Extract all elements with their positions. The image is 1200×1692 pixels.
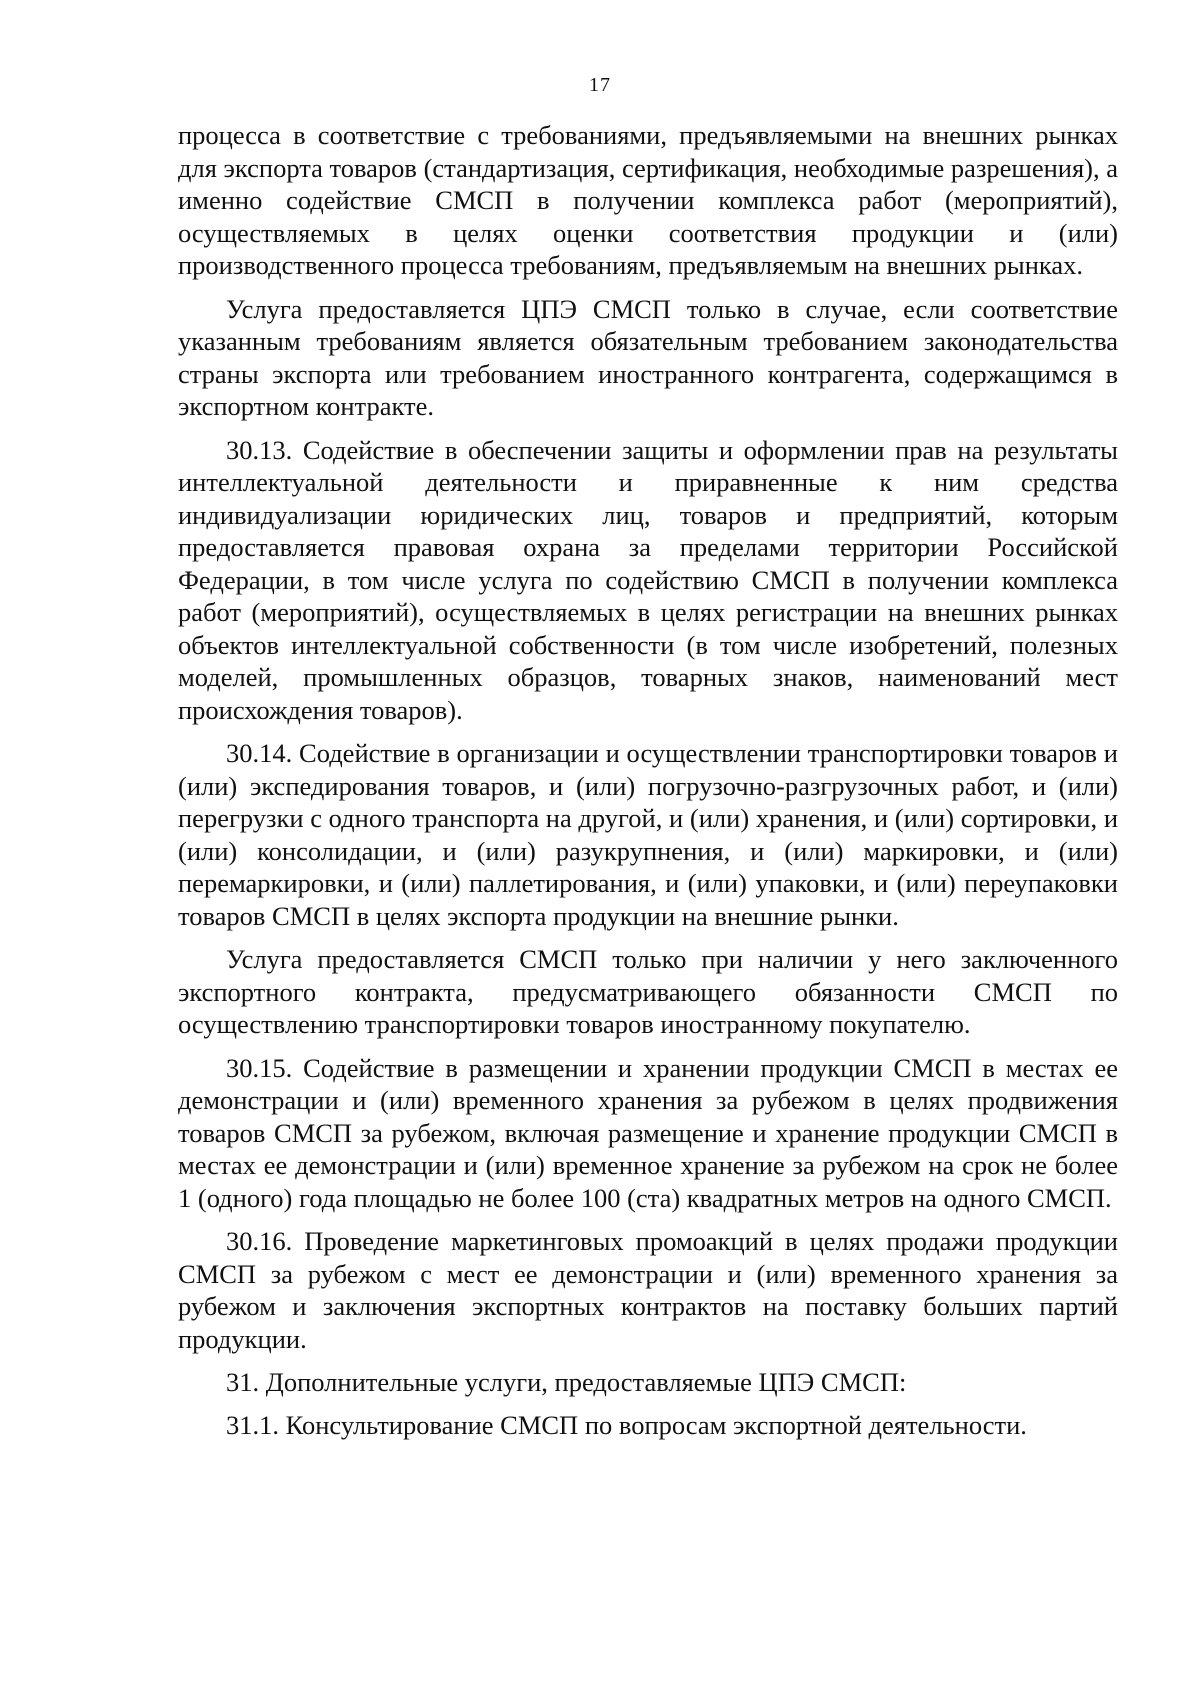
paragraph-30-14: 30.14. Содействие в организации и осуществлении транспортировки товаров и (или) экспедирования товаров, и (или) погрузочно-разгрузочных работ, и (или) перегрузки с одного транспорта на другой, и (или) хранения, и (или) сортировки, и (или) консолидации, и (или) разукрупнения, и (или) маркировки, и (или) перемаркировки, и (или) паллетирования, и (или) упаковки, и (или) переупаковки товаров СМСП в целях экспорта продукции на внешние рынки. [178,738,1118,931]
paragraph-service-condition: Услуга предоставляется ЦПЭ СМСП только в случае, если соответствие указанным требованиям является обязательным требованием законодательства страны экспорта или требованием иностранного контрагента, содержащимся в экспортном контракте. [178,293,1118,421]
paragraph-31: 31. Дополнительные услуги, предоставляемые ЦПЭ СМСП: [226,1367,907,1397]
paragraph-30-15: 30.15. Содействие в размещении и хранении продукции СМСП в местах ее демонстрации и (или) временного хранения за рубежом в целях продвижения товаров СМСП за рубежом, включая размещение и хранение продукции СМСП в местах ее демонстрации и (или) временное хранение за рубежом на срок не более 1 (одного) года площадью не более 100 (ста) квадратных метров на одного СМСП. [178,1052,1118,1213]
paragraph-transport-condition: Услуга предоставляется СМСП только при наличии у него заключенного экспортного контракта, предусматривающего обязанности СМСП по осуществлению транспортировки товаров иностранному покупателю. [178,944,1118,1039]
document-body [178,119,1118,1452]
paragraph-continuation: процесса в соответствие с требованиями, предъявляемыми на внешних рынках для экспорта товаров (стандартизация, сертификация, необходимые разрешения), а именно содействие СМСП в получении комплекса работ (мероприятий), осуществляемых в целях оценки соответствия продукции и (или) производственного процесса требованиям, предъявляемым на внешних рынках. [178,120,1118,280]
paragraph-31-1: 31.1. Консультирование СМСП по вопросам экспортной деятельности. [226,1409,1027,1440]
page-number: 17 [589,74,611,96]
paragraph-30-16: 30.16. Проведение маркетинговых промоакций в целях продажи продукции СМСП за рубежом с мест ее демонстрации и (или) временного хранения за рубежом и заключения экспортных контрактов на поставку больших партий продукции. [178,1226,1118,1354]
paragraph-30-13: 30.13. Содействие в обеспечении защиты и оформлении прав на результаты интеллектуальной деятельности и приравненные к ним средства индивидуализации юридических лиц, товаров и предприятий, которым предоставляется правовая охрана за пределами территории Российской Федерации, в том числе услуга по содействию СМСП в получении комплекса работ (мероприятий), осуществляемых в целях регистрации на внешних рынках объектов интеллектуальной собственности (в том числе изобретений, полезных моделей, промышленных образцов, товарных знаков, наименований мест происхождения товаров). [178,434,1118,725]
